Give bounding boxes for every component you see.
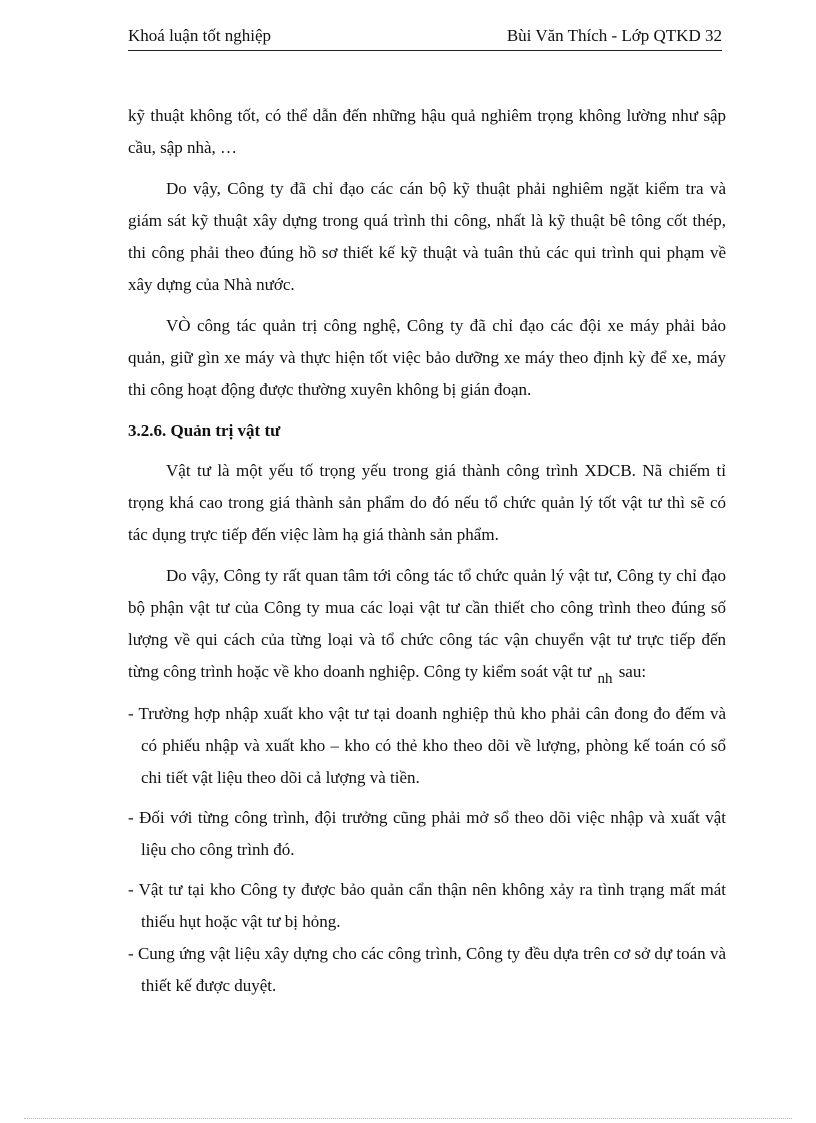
header-author-class: Bùi Văn Thích - Lớp QTKD 32 <box>506 26 722 45</box>
list-item: - Cung ứng vật liệu xây dựng cho các công trình, Công ty đều dựa trên cơ sở dự toán và thiết kế được duyệt. <box>128 944 726 995</box>
header-thesis-label: Khoá luận tốt nghiệp <box>128 26 272 45</box>
list-item: - Đối với từng công trình, đội trưởng cũng phải mở sổ theo dõi việc nhập và xuất vật liệu cho công trình đó. <box>128 808 726 859</box>
page-header <box>128 24 722 51</box>
paragraph-materials-control-text: Do vậy, Công ty rất quan tâm tới công tác tổ chức quản lý vật tư, Công ty chỉ đạo bộ phận vật tư của Công ty mua các loại vật tư cần thiết cho công trình theo đúng số lượng về qui cách của từng loại và tổ chức công tác vận chuyển vật tư trực tiếp đến từng công trình hoặc về kho doanh nghiệp. Công ty kiểm soát vật tư <box>128 566 726 681</box>
paragraph-technical-supervision: Do vậy, Công ty đã chỉ đạo các cán bộ kỹ thuật phải nghiêm ngặt kiểm tra và giám sát kỹ thuật xây dựng trong quá trình thi công, nhất là kỹ thuật bê tông cốt thép, thi công phải theo đúng hồ sơ thiết kế kỹ thuật và tuân thủ các qui trình qui phạm về xây dựng của Nhà nước. <box>128 179 726 294</box>
list-item: - Vật tư tại kho Công ty được bảo quản cẩn thận nên không xảy ra tình trạng mất mát thiếu hụt hoặc vật tư bị hỏng. <box>128 880 726 931</box>
paragraph-materials-importance: Vật tư là một yếu tố trọng yếu trong giá thành công trình XDCB. Nã chiếm tỉ trọng khá cao trong giá thành sản phẩm do đó nếu tổ chức quản lý tốt vật tư thì sẽ có tác dụng trực tiếp đến việc làm hạ giá thành sản phẩm. <box>128 461 726 544</box>
paragraph-materials-control <box>128 560 726 689</box>
paragraph-technology-management: VÒ công tác quản trị công nghệ, Công ty đã chỉ đạo các đội xe máy phải bảo quản, giữ gìn xe máy và thực hiện tốt việc bảo dưỡng xe máy theo định kỳ để xe, máy thi công hoạt động được thường xuyên không bị gián đoạn. <box>128 316 726 399</box>
list-item: - Trường hợp nhập xuất kho vật tư tại doanh nghiệp thủ kho phải cân đong đo đếm và có phiếu nhập và xuất kho – kho có thẻ kho theo dõi về lượng, phòng kế toán có sổ chi tiết vật liệu theo dõi cả lượng và tiền. <box>128 704 726 787</box>
section-heading: 3.2.6. Quản trị vật tư <box>128 421 281 440</box>
subscript-fragment: nh <box>597 671 613 687</box>
paragraph-materials-control-end: sau: <box>618 662 647 681</box>
document-body <box>128 100 726 1010</box>
paragraph-continuation: kỹ thuật không tốt, có thể dẫn đến những hậu quả nghiêm trọng không lường như sập cầu, sập nhà, … <box>128 106 726 157</box>
page-bottom-divider <box>24 1118 792 1119</box>
